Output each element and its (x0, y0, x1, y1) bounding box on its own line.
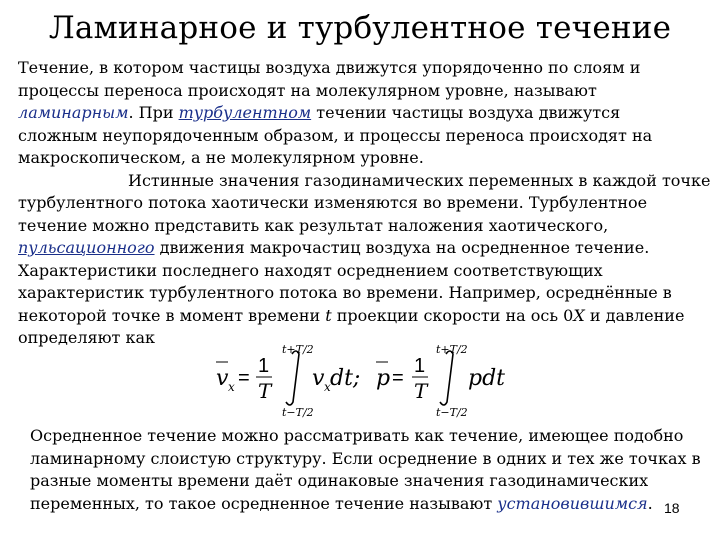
differential-dt: dt; (330, 366, 361, 391)
text-line: Истинные значения газодинамических переменных в каждой точке (128, 170, 711, 190)
integral-sign-icon (286, 351, 299, 405)
text-line: процессы переноса происходят на молекулярном уровне, называют (18, 80, 597, 100)
paragraph-definitions (18, 57, 711, 350)
integral-upper-limit: t+T/2 (436, 343, 468, 356)
fraction-denominator: T (414, 379, 428, 403)
term-turbulent: турбулентном (178, 103, 312, 122)
term-pulsation: пульсационного (18, 238, 155, 257)
var-x: X (573, 305, 585, 325)
text-fragment: проекции скорости на ось 0 (331, 305, 574, 325)
text-line: макроскопическом, а не молекулярном уровне. (18, 148, 424, 167)
text-line (30, 493, 710, 516)
text-fragment: . При (128, 103, 179, 122)
text-line: течение можно представить как результат наложения хаотического, (18, 215, 609, 235)
text-line: сложным неупорядоченным образом, и процессы переноса происходят на (18, 125, 653, 145)
integral-upper-limit: t+T/2 (282, 343, 314, 356)
slide-title: Ламинарное и турбулентное течение (48, 10, 672, 46)
text-line: характеристик турбулентного потока во времени. Например, осреднённые в (18, 283, 672, 302)
text-line: ламинарному слоистую структуру. Если осреднение в одних и тех же точках в (30, 448, 701, 468)
integral-lower-limit: t−T/2 (436, 406, 468, 419)
text-fragment: некоторой точке в момент времени (18, 305, 326, 325)
integrand-v: v (312, 366, 325, 391)
fraction-denominator: T (258, 379, 272, 403)
text-line: турбулентного потока хаотически изменяются во времени. Турбулентное (18, 193, 648, 212)
text-fragment: и давление (584, 305, 685, 325)
mean-vx-symbol: v (216, 366, 229, 391)
mean-vx-subscript: x (228, 380, 235, 394)
text-fragment: . (647, 493, 653, 513)
text-line: разные моменты времени даёт одинаковые значения газодинамических (30, 471, 649, 490)
integrand-subscript: x (324, 380, 331, 394)
text-fragment: течении частицы воздуха движутся (311, 103, 621, 122)
fraction-numerator: 1 (414, 355, 426, 377)
text-line: Течение, в котором частицы воздуха движутся упорядоченно по слоям и (18, 58, 641, 77)
text-line: Характеристики последнего находят осреднением соответствующих (18, 260, 603, 280)
term-steady: установившимся (497, 493, 648, 513)
averaging-formula (200, 340, 510, 420)
slide-number: 18 (664, 500, 680, 516)
term-laminar: ламинарным (18, 103, 129, 122)
text-fragment: переменных, то такое осредненное течение называют (30, 493, 498, 513)
equals-sign: = (392, 367, 404, 389)
text-line: Осредненное течение можно рассматривать как течение, имеющее подобно (30, 426, 684, 445)
integrand-pdt: pdt (468, 366, 506, 391)
text-fragment: движения макрочастиц воздуха на осредненное течение. (154, 238, 650, 257)
integral-lower-limit: t−T/2 (282, 406, 314, 419)
mean-p-symbol: p (376, 366, 391, 391)
var-t: t (325, 305, 332, 325)
text-line (18, 305, 708, 328)
integral-sign-icon (440, 351, 453, 405)
text-line: определяют как (18, 328, 155, 347)
text-line (18, 237, 708, 260)
text-line (18, 102, 708, 125)
equals-sign: = (238, 367, 250, 389)
fraction-numerator: 1 (258, 355, 270, 377)
paragraph-steady-flow (30, 425, 710, 515)
